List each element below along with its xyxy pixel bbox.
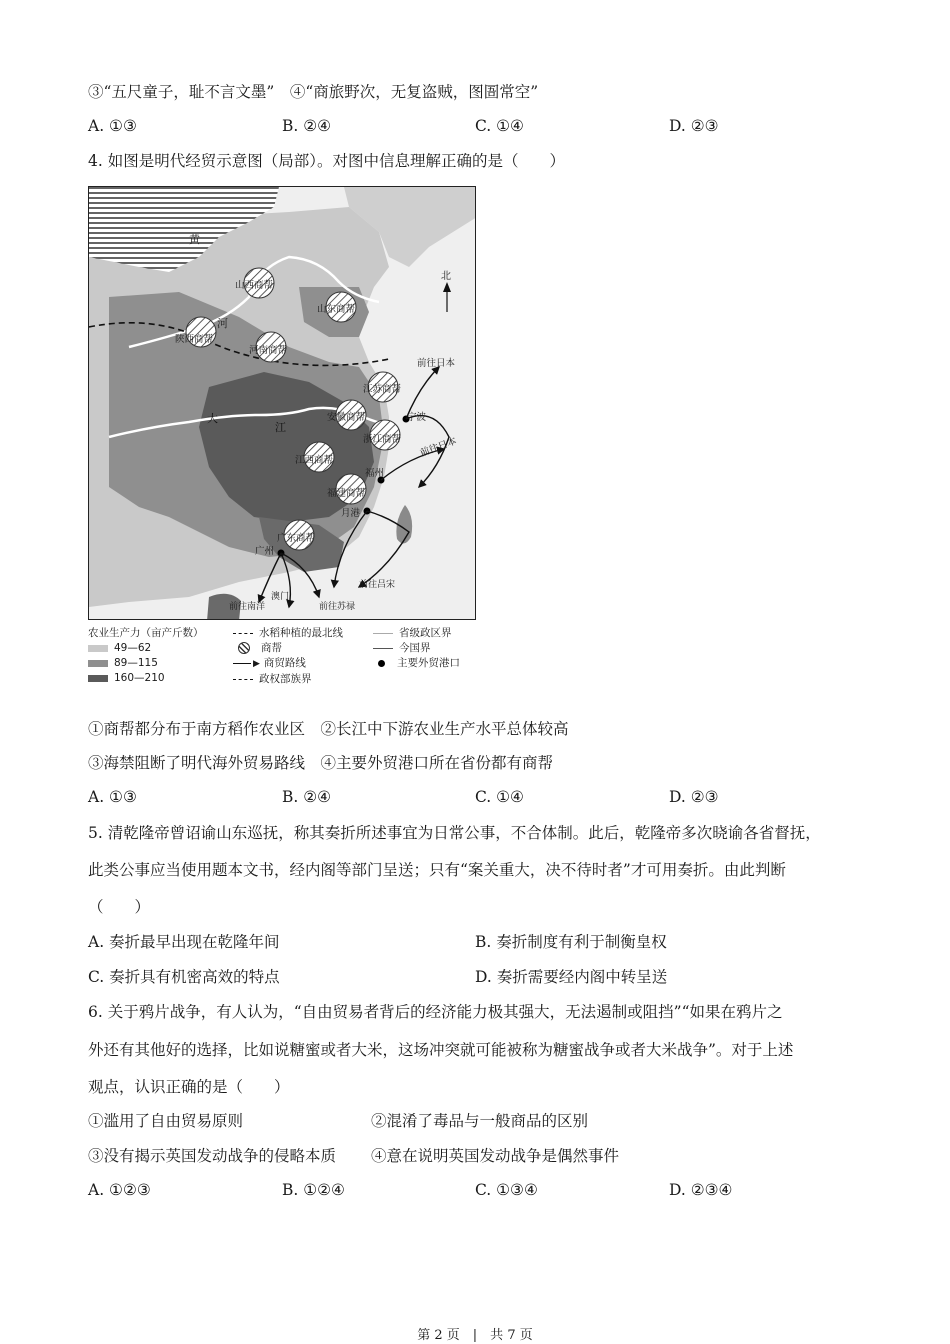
legend-trade-route: 商贸路线 (263, 657, 306, 669)
legend-range-3: 160—210 (114, 672, 165, 684)
label-fuzhou: 福州 (365, 468, 385, 479)
legend-merchant: 商帮 (261, 642, 282, 654)
q5-option-a[interactable]: A. 奏折最早出现在乾隆年间 (88, 933, 280, 951)
q5-option-b[interactable]: B. 奏折制度有利于制衡皇权 (475, 933, 667, 951)
q4-option-a[interactable]: A. ①③ (88, 788, 137, 806)
q6-option-b[interactable]: B. ①②④ (282, 1181, 345, 1199)
label-guangzhou: 广州 (255, 546, 275, 557)
legend-borders (373, 626, 460, 671)
label-ningbo: 宁波 (407, 412, 427, 423)
label-shaanxi-merchant: 陕西商帮 (175, 334, 214, 345)
merchant-icon (238, 642, 250, 654)
legend-swatch-dark (88, 675, 108, 682)
label-anhui-merchant: 安徽商帮 (327, 412, 366, 423)
q4-option-b[interactable]: B. ②④ (282, 788, 332, 806)
legend-swatch-medium (88, 660, 108, 667)
q5-stem-line-3: （ ） (88, 898, 151, 916)
q4-option-c[interactable]: C. ①④ (475, 788, 524, 806)
q6-option-a[interactable]: A. ①②③ (88, 1181, 151, 1199)
map-graphic (89, 187, 476, 620)
label-jiang: 江 (275, 421, 286, 434)
q5-option-d[interactable]: D. 奏折需要经内阁中转呈送 (475, 968, 668, 986)
label-henan-merchant: 河南商帮 (249, 345, 288, 356)
label-da: 大 (207, 412, 218, 425)
q6-item-4: ④意在说明英国发动战争是偶然事件 (371, 1147, 620, 1165)
legend-swatch-light (88, 645, 108, 652)
q6-item-2: ②混淆了毒品与一般商品的区别 (371, 1112, 589, 1130)
label-to-luzon: 前往吕宋 (359, 580, 396, 590)
q6-option-d[interactable]: D. ②③④ (669, 1181, 733, 1199)
label-huang: 黄 (189, 233, 200, 246)
q3-option-a[interactable]: A. ①③ (88, 117, 137, 135)
ming-trade-map-figure (88, 186, 476, 696)
legend-productivity (88, 626, 204, 686)
q5-option-c[interactable]: C. 奏折具有机密高效的特点 (88, 968, 280, 986)
q4-items-3-4: ③海禁阻断了明代海外贸易路线 ④主要外贸港口所在省份都有商帮 (88, 754, 554, 772)
legend-port: 主要外贸港口 (397, 657, 460, 669)
q3-items-3-4: ③“五尺童子，耻不言文墨” ④“商旅野次，无复盗贼，图圄常空” (88, 83, 539, 101)
page-footer: 第 2 页 | 共 7 页 (417, 1328, 533, 1343)
legend-regime-border: 政权部族界 (259, 673, 312, 685)
q5-stem-line-2: 此类公事应当使用题本文书，经内阁等部门呈送；只有“案关重大，决不待时者”才可用奏折。由此判断 (88, 861, 786, 879)
q6-stem-line-2: 外还有其他好的选择，比如说糖蜜或者大米，这场冲突就可能被称为糖蜜战争或者大米战争”。对于上述 (88, 1041, 794, 1059)
q3-option-b[interactable]: B. ②④ (282, 117, 332, 135)
q6-item-1: ①滥用了自由贸易原则 (88, 1112, 244, 1130)
legend-range-2: 89—115 (114, 657, 158, 669)
q4-items-1-2: ①商帮都分布于南方稻作农业区 ②长江中下游农业生产水平总体较高 (88, 720, 569, 738)
legend-range-1: 49—62 (114, 642, 152, 654)
port-icon (378, 660, 385, 667)
q5-stem-line-1: 5. 清乾隆帝曾诏谕山东巡抚，称其奏折所述事宜为日常公事，不合体制。此后，乾隆帝多次晓谕各省督抚， (88, 824, 821, 842)
ming-trade-map (88, 186, 476, 620)
q4-stem: 4. 如图是明代经贸示意图（局部）。对图中信息理解正确的是（ ） (88, 152, 565, 170)
legend-symbols (233, 626, 343, 687)
legend-province-border: 省级政区界 (399, 627, 452, 639)
legend-title: 农业生产力（亩产斤数） (88, 627, 204, 639)
label-fujian-merchant: 福建商帮 (327, 488, 366, 499)
label-jiangsu-merchant: 江苏商帮 (363, 384, 402, 395)
q6-stem-line-3: 观点，认识正确的是（ ） (88, 1078, 290, 1096)
label-to-japan-1: 前往日本 (417, 358, 456, 369)
label-to-ceylon: 前往苏禄 (319, 602, 356, 612)
q6-stem-line-1: 6. 关于鸦片战争，有人认为，“自由贸易者背后的经济能力极其强大，无法遏制或阻挡”“如果在鸦片之 (88, 1003, 783, 1021)
label-zhejiang-merchant: 浙江商帮 (363, 434, 402, 445)
label-shanxi-merchant: 山西商帮 (235, 280, 274, 291)
q3-option-c[interactable]: C. ①④ (475, 117, 524, 135)
legend-rice-line: 水稻种植的最北线 (259, 627, 343, 639)
q3-option-d[interactable]: D. ②③ (669, 117, 719, 135)
arrow-icon: ▶ (253, 659, 260, 669)
q6-option-c[interactable]: C. ①③④ (475, 1181, 538, 1199)
q6-item-3: ③没有揭示英国发动战争的侵略本质 (88, 1147, 337, 1165)
label-shandong-merchant: 山东商帮 (317, 304, 356, 315)
label-to-sea: 前往南洋 (229, 602, 266, 612)
label-jiangxi-merchant: 江西商帮 (295, 455, 334, 466)
label-north: 北 (441, 271, 451, 282)
q4-option-d[interactable]: D. ②③ (669, 788, 719, 806)
label-guangdong-merchant: 广东商帮 (277, 533, 316, 544)
label-macau: 澳门 (271, 592, 290, 602)
label-yuegang: 月港 (341, 508, 361, 519)
label-to-japan-2: 前往日本 (418, 435, 459, 460)
label-he: 河 (217, 317, 228, 330)
legend-national-border: 今国界 (399, 642, 431, 654)
